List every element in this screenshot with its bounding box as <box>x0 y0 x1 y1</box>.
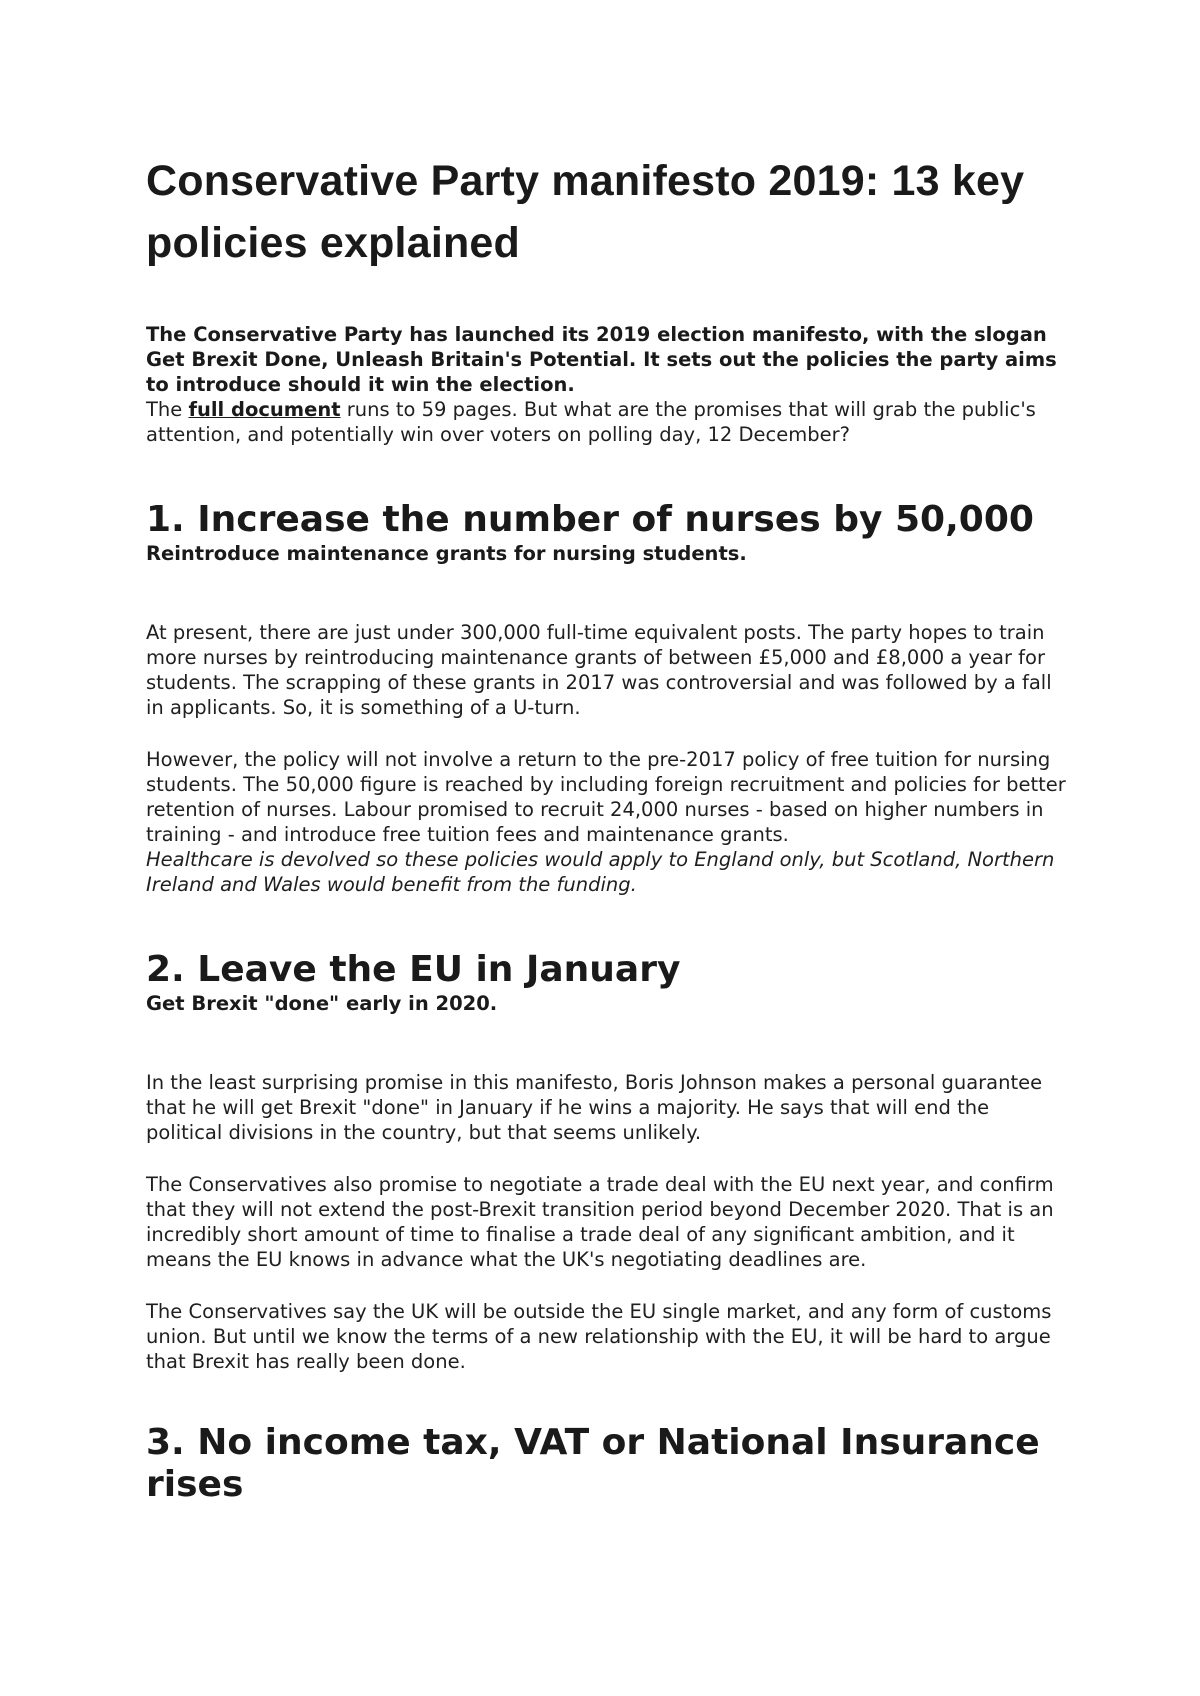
section-2-paragraph-3: The Conservatives say the UK will be outside the EU single market, and any form of customs union. But until we know the terms of a new relationship with the EU, it will be hard to argue that Brexit has really been done. <box>146 1300 1052 1373</box>
article-title: Conservative Party manifesto 2019: 13 key policies explained <box>146 157 1025 267</box>
article-intro <box>146 397 1066 447</box>
section-1-paragraph-2: However, the policy will not involve a return to the pre-2017 policy of free tuition for nursing students. The 50,000 figure is reached by including foreign recruitment and policies for better retention of nurses. Labour promised to recruit 24,000 nurses - based on higher numbers in training - and introduce free tuition fees and maintenance grants. <box>146 748 1066 846</box>
section-1-note: Healthcare is devolved so these policies would apply to England only, but Scotland, Northern Ireland and Wales would benefit from the funding. <box>146 848 1055 896</box>
full-document-link[interactable]: full document <box>188 398 341 421</box>
section-1-paragraph-1: At present, there are just under 300,000 full-time equivalent posts. The party hopes to train more nurses by reintroducing maintenance grants of between £5,000 and £8,000 a year for students. The scrapping of these grants in 2017 was controversial and was followed by a fall in applicants. So, it is something of a U-turn. <box>146 621 1052 719</box>
section-1-heading: 1. Increase the number of nurses by 50,000 <box>146 499 1034 540</box>
intro-text-after-link: runs to 59 pages. But what are the promises that will grab the public's attention, and potentially win over voters on polling day, 12 December? <box>146 398 1036 446</box>
section-1-subheading: Reintroduce maintenance grants for nursing students. <box>146 542 747 565</box>
section-2-subheading: Get Brexit "done" early in 2020. <box>146 992 498 1015</box>
article <box>146 150 1066 1506</box>
article-lead: The Conservative Party has launched its 2019 election manifesto, with the slogan Get Brexit Done, Unleash Britain's Potential. It sets out the policies the party aims to introduce should it win the election. <box>146 323 1057 396</box>
section-2-paragraph-1: In the least surprising promise in this manifesto, Boris Johnson makes a personal guarantee that he will get Brexit "done" in January if he wins a majority. He says that will end the political divisions in the country, but that seems unlikely. <box>146 1071 1043 1144</box>
section-2-paragraph-2: The Conservatives also promise to negotiate a trade deal with the EU next year, and confirm that they will not extend the post-Brexit transition period beyond December 2020. That is an incredibly short amount of time to finalise a trade deal of any significant ambition, and it means the EU knows in advance what the UK's negotiating deadlines are. <box>146 1173 1054 1271</box>
section-3-heading: 3. No income tax, VAT or National Insurance rises <box>146 1422 1040 1505</box>
section-2-heading: 2. Leave the EU in January <box>146 949 681 990</box>
intro-text-before-link: The <box>146 398 189 421</box>
